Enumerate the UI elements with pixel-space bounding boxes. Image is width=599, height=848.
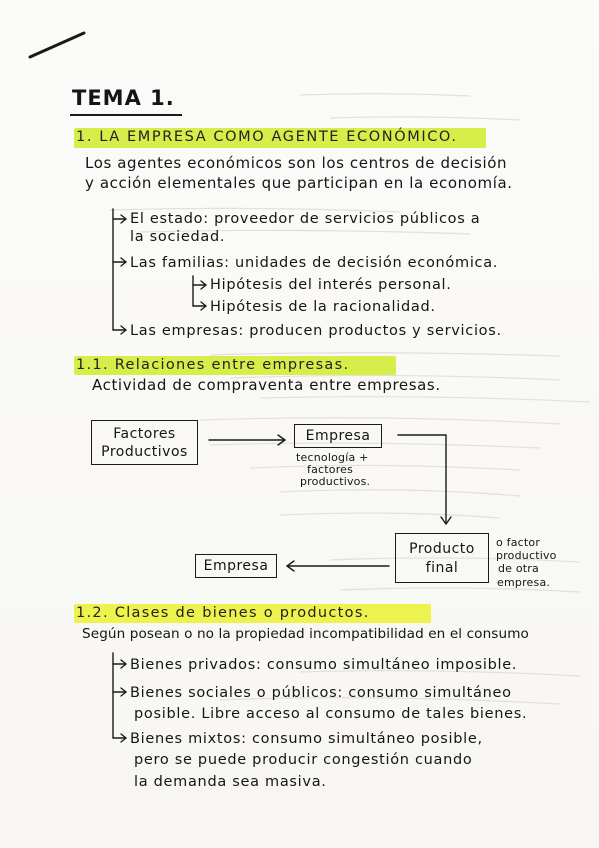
producto-note-line1: o factor bbox=[496, 536, 541, 549]
bienes-sociales-line1: Bienes sociales o públicos: consumo simultáneo bbox=[130, 685, 512, 701]
producto-note-line2: productivo bbox=[496, 549, 557, 562]
agent-estado-cont: la sociedad. bbox=[130, 229, 226, 245]
bienes-mixtos-line3: la demanda sea masiva. bbox=[134, 774, 327, 790]
section12-intro: Según posean o no la propiedad incompatibilidad en el consumo bbox=[82, 626, 529, 642]
factores-productivos-box bbox=[91, 420, 198, 465]
empresa-note-line1: tecnología + bbox=[296, 451, 369, 464]
productivos-label: Productivos bbox=[101, 444, 188, 460]
title-underline bbox=[70, 114, 182, 116]
agent-familias: Las familias: unidades de decisión económica. bbox=[130, 255, 499, 271]
pen-stroke-mark bbox=[26, 30, 90, 60]
empresa-2-label: Empresa bbox=[203, 558, 269, 574]
bienes-mixtos-line2: pero se puede producir congestión cuando bbox=[134, 752, 473, 768]
section1-heading: 1. LA EMPRESA COMO AGENTE ECONÓMICO. bbox=[76, 129, 458, 145]
section11-heading: 1.1. Relaciones entre empresas. bbox=[76, 357, 350, 373]
empresa-note-line2: factores bbox=[307, 463, 354, 476]
producto-label: Producto bbox=[409, 541, 475, 557]
factores-label: Factores bbox=[113, 426, 176, 442]
familias-hipotesis-1: Hipótesis del interés personal. bbox=[210, 277, 452, 293]
familias-hipotesis-2: Hipótesis de la racionalidad. bbox=[210, 299, 436, 315]
producto-final-box bbox=[395, 533, 489, 583]
producto-note-line4: empresa. bbox=[497, 576, 551, 589]
agent-estado: El estado: proveedor de servicios públicos a bbox=[130, 211, 481, 227]
empresa-box-1 bbox=[294, 424, 382, 448]
empresa-box-2 bbox=[195, 554, 277, 578]
section1-intro-line2: y acción elementales que participan en la economía. bbox=[85, 174, 513, 192]
section11-intro: Actividad de compraventa entre empresas. bbox=[92, 376, 441, 394]
bienes-privados: Bienes privados: consumo simultáneo imposible. bbox=[130, 657, 518, 673]
empresa-note-line3: productivos. bbox=[300, 475, 371, 488]
section1-intro-line1: Los agentes económicos son los centros de decisión bbox=[85, 154, 508, 172]
producto-note-line3: de otra bbox=[498, 562, 539, 575]
empresa-1-label: Empresa bbox=[305, 428, 371, 444]
bienes-sociales-line2: posible. Libre acceso al consumo de tales bienes. bbox=[134, 706, 528, 722]
final-label: final bbox=[425, 560, 459, 576]
agent-empresas: Las empresas: producen productos y servicios. bbox=[130, 323, 502, 339]
page-title: TEMA 1. bbox=[72, 86, 175, 110]
section12-heading: 1.2. Clases de bienes o productos. bbox=[76, 605, 370, 621]
bienes-mixtos-line1: Bienes mixtos: consumo simultáneo posible, bbox=[130, 731, 483, 747]
